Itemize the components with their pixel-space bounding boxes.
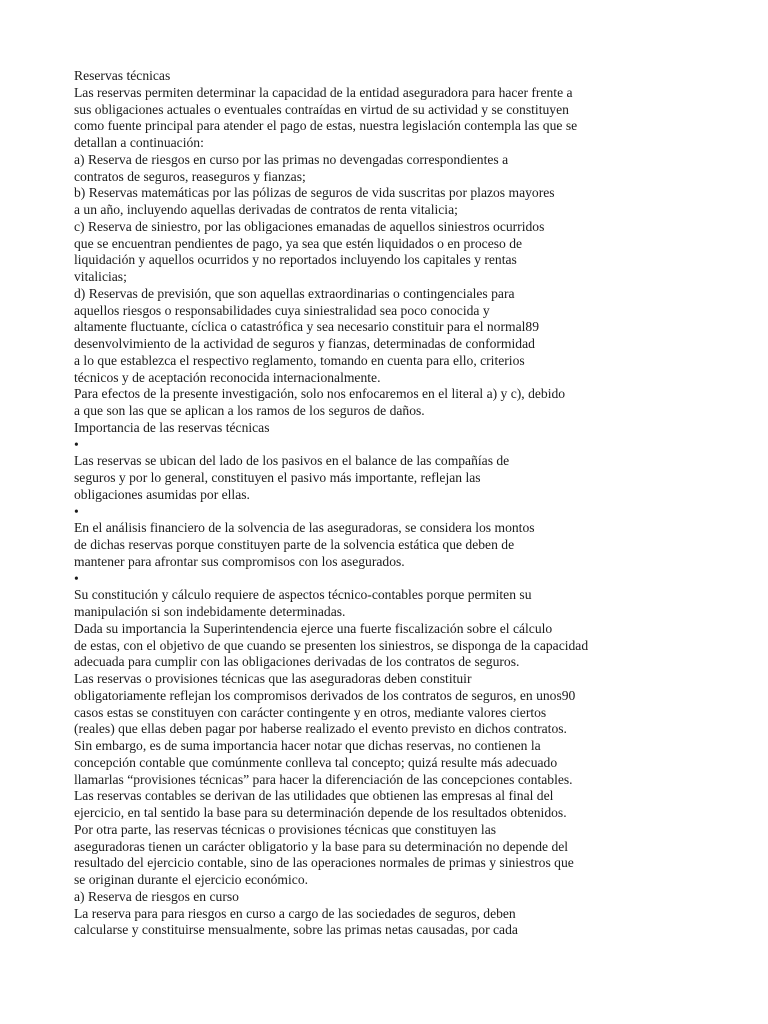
text-line: b) Reservas matemáticas por las pólizas de seguros de vida suscritas por plazos mayores (74, 185, 555, 201)
document-page (74, 68, 764, 939)
document-title: Reservas técnicas (74, 68, 171, 83)
text-line: aseguradoras tienen un carácter obligatorio y la base para su determinación no depende del (74, 838, 569, 854)
text-line: obligaciones asumidas por ellas. (74, 486, 250, 502)
text-line: Las reservas contables se derivan de las utilidades que obtienen las empresas al final del (74, 788, 554, 804)
text-line: a un año, incluyendo aquellas derivadas de contratos de renta vitalicia; (74, 202, 458, 217)
text-line: Su constitución y cálculo requiere de aspectos técnico-contables porque permiten su (74, 587, 532, 603)
text-line: aquellos riesgos o responsabilidades cuya siniestralidad sea poco conocida y (74, 302, 490, 318)
text-line: ejercicio, en tal sentido la base para su determinación depende de los resultados obtenidos. (74, 805, 567, 820)
text-line: liquidación y aquellos ocurridos y no reportados incluyendo los capitales y rentas (74, 252, 517, 268)
text-line: casos estas se constituyen con carácter contingente y en otros, mediante valores ciertos (74, 704, 547, 720)
text-line: Dada su importancia la Superintendencia ejerce una fuerte fiscalización sobre el cálculo (74, 620, 553, 636)
bullet-marker: • (74, 503, 79, 519)
text-line: Por otra parte, las reservas técnicas o provisiones técnicas que constituyen las (74, 821, 497, 837)
text-line: de estas, con el objetivo de que cuando se presenten los siniestros, se disponga de la capacidad (74, 637, 589, 653)
text-line: d) Reservas de previsión, que son aquellas extraordinarias o contingenciales para (74, 285, 515, 301)
text-line: se originan durante el ejercicio económico. (74, 872, 309, 887)
text-line: técnicos y de aceptación reconocida internacionalmente. (74, 369, 381, 385)
text-line: desenvolvimiento de la actividad de seguros y fianzas, determinadas de conformidad (74, 336, 535, 351)
text-line: que se encuentran pendientes de pago, ya sea que estén liquidados o en proceso de (74, 235, 523, 251)
text-line: Para efectos de la presente investigación, solo nos enfocaremos en el literal a) y c), debido (74, 386, 566, 402)
text-line: a) Reserva de riesgos en curso por las primas no devengadas correspondientes a (74, 151, 509, 167)
text-line: mantener para afrontar sus compromisos con los asegurados. (74, 553, 405, 569)
text-line: vitalicias; (74, 269, 127, 284)
text-line: detallan a continuación: (74, 135, 204, 150)
text-line: contratos de seguros, reaseguros y fianzas; (74, 168, 306, 184)
text-line: concepción contable que comúnmente conlleva tal concepto; quizá resulte más adecuado (74, 754, 558, 770)
text-line: llamarlas “provisiones técnicas” para hacer la diferenciación de las concepciones contables. (74, 771, 573, 787)
text-line: La reserva para para riesgos en curso a cargo de las sociedades de seguros, deben (74, 905, 516, 921)
text-line: (reales) que ellas deben pagar por haberse realizado el evento previsto en dichos contratos. (74, 721, 567, 737)
text-line: como fuente principal para atender el pago de estas, nuestra legislación contempla las que se (74, 118, 578, 134)
section-heading: a) Reserva de riesgos en curso (74, 888, 239, 904)
bullet-marker: • (74, 570, 79, 586)
text-line: obligatoriamente reflejan los compromisos derivados de los contratos de seguros, en unos90 (74, 687, 576, 703)
text-line: seguros y por lo general, constituyen el pasivo más importante, reflejan las (74, 470, 481, 485)
text-line: c) Reserva de siniestro, por las obligaciones emanadas de aquellos siniestros ocurridos (74, 218, 545, 234)
text-line: a lo que establezca el respectivo reglamento, tomando en cuenta para ello, criterios (74, 352, 525, 368)
text-line: a que son las que se aplican a los ramos de los seguros de daños. (74, 403, 425, 418)
text-line: resultado del ejercicio contable, sino de las operaciones normales de primas y siniestros que (74, 855, 574, 871)
text-line: de dichas reservas porque constituyen parte de la solvencia estática que deben de (74, 537, 515, 552)
text-line: En el análisis financiero de la solvencia de las aseguradoras, se considera los montos (74, 520, 535, 536)
text-line: calcularse y constituirse mensualmente, sobre las primas netas causadas, por cada (74, 922, 518, 938)
text-line: altamente fluctuante, cíclica o catastrófica y sea necesario constituir para el normal89 (74, 319, 539, 335)
text-line: sus obligaciones actuales o eventuales contraídas en virtud de su actividad y se constituyen (74, 101, 569, 117)
text-line: Las reservas se ubican del lado de los pasivos en el balance de las compañías de (74, 453, 510, 469)
text-line: Las reservas permiten determinar la capacidad de la entidad aseguradora para hacer frente a (74, 84, 573, 100)
section-heading: Importancia de las reservas técnicas (74, 419, 270, 435)
bullet-marker: • (74, 436, 79, 452)
text-line: Las reservas o provisiones técnicas que las aseguradoras deben constituir (74, 671, 472, 686)
text-line: Sin embargo, es de suma importancia hacer notar que dichas reservas, no contienen la (74, 738, 541, 753)
text-line: adecuada para cumplir con las obligaciones derivadas de los contratos de seguros. (74, 654, 520, 670)
text-line: manipulación si son indebidamente determinadas. (74, 604, 346, 619)
